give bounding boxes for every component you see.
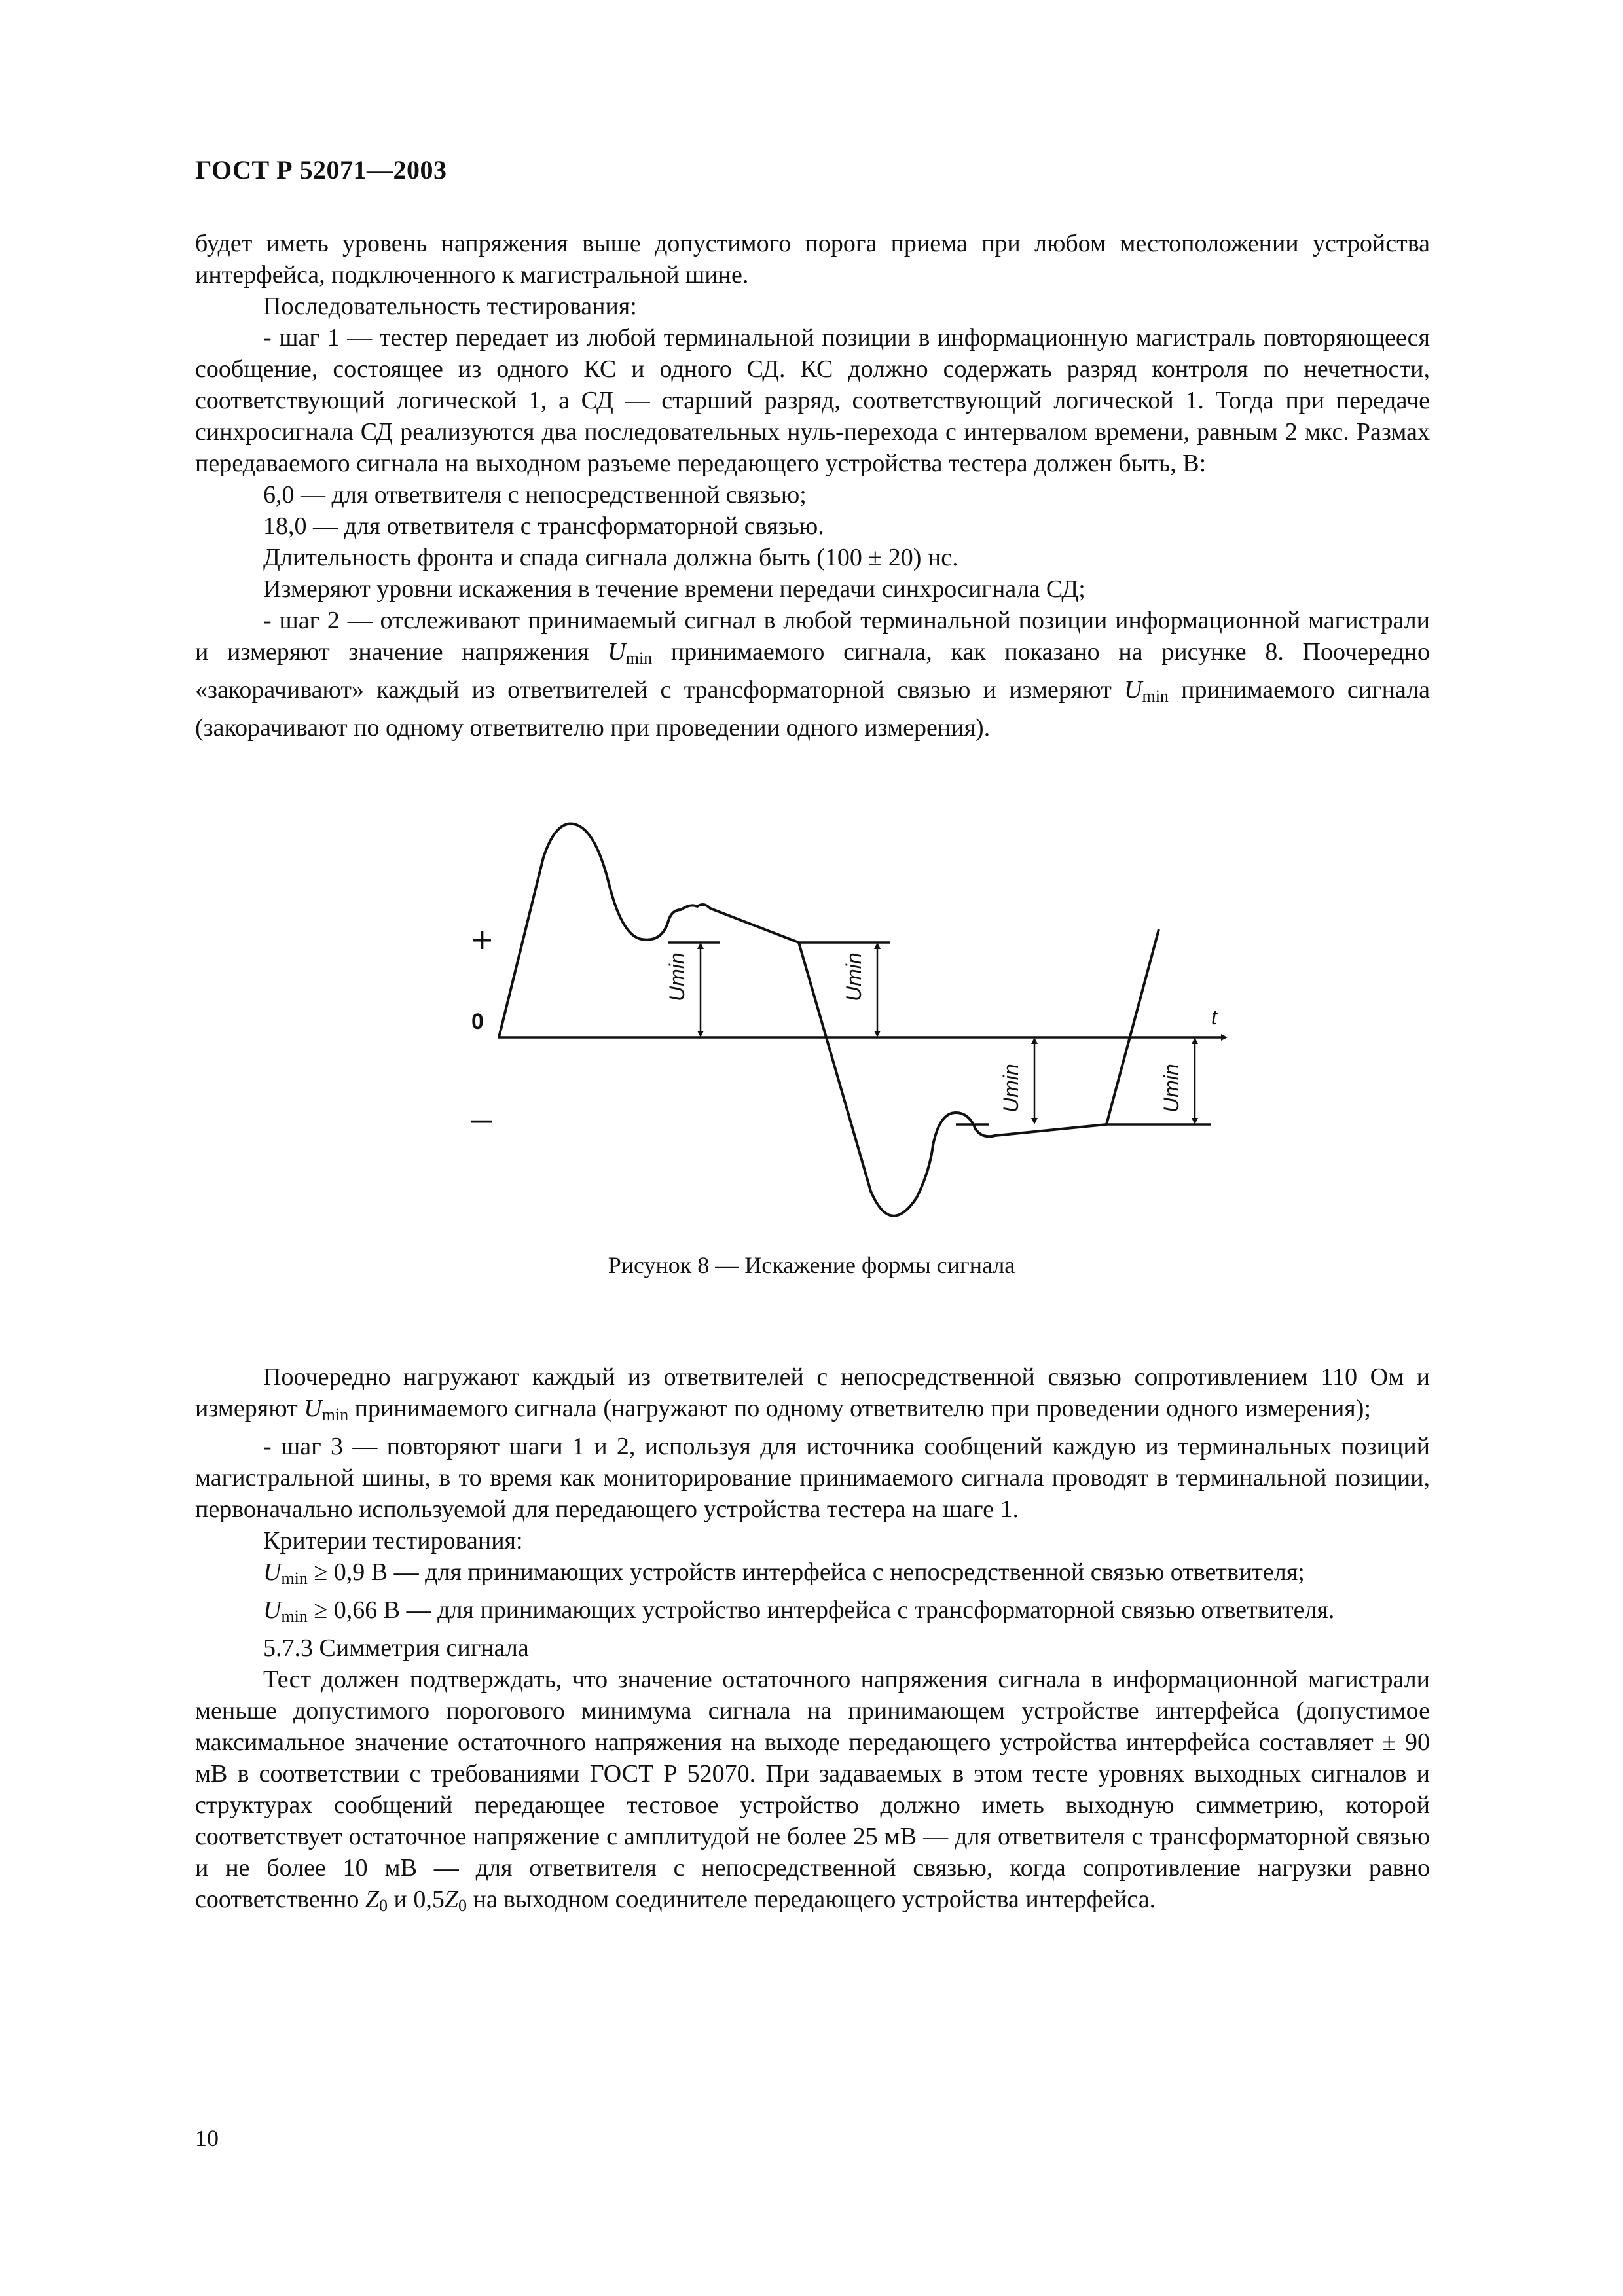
umin-symbol: U <box>304 1395 322 1422</box>
umin-symbol: U <box>263 1596 282 1624</box>
umin-label-2: Umin <box>842 952 866 1001</box>
umin-symbol: U <box>263 1558 282 1586</box>
step-3: - шаг 3 — повторяют шаги 1 и 2, используя для источника сообщений каждую из терминальных позиций магистральной шины, в то время как мониторирование принимаемого сигнала проводят в терминальной позиции, первоначально используемой для передающего устройства тестера на шаге 1. <box>195 1433 1430 1523</box>
step-2: - шаг 2 — отслеживают принимаемый сигнал в любой терминальной позиции информационной магистрали и измеряют значение напряжения $U_{min}$ принимаемого сигнала, как показано на рисунке 8. Поочередно «закорачивают» каждый из ответвителей с трансформаторной связью и измеряют $U_{min}$ принимаемого сигнала (закорачивают по одному ответвителю при проведении одного измерения). <box>195 607 1431 742</box>
page-number: 10 <box>195 2125 219 2151</box>
signal-distortion-figure <box>445 805 1270 1237</box>
signal-waveform-diagram <box>445 805 1270 1237</box>
criteria-title: Критерии тестирования: <box>263 1527 523 1554</box>
document-header: ГОСТ Р 52071—2003 <box>195 155 447 185</box>
section-heading: 5.7.3 Симметрия сигнала <box>263 1634 529 1662</box>
z-symbol: Z <box>444 1886 458 1913</box>
signal-waveform <box>499 824 1159 1216</box>
umin-label-4: Umin <box>1159 1064 1183 1113</box>
paragraph-continuation <box>195 228 1430 291</box>
umin-label-1: Umin <box>665 952 689 1001</box>
body-text-bottom <box>195 1361 1430 1922</box>
value-18v: 18,0 — для ответвителя с трансформаторной связью. <box>263 512 824 540</box>
front-duration: Длительность фронта и спада сигнала должна быть (100 ± 20) нс. <box>263 544 958 571</box>
plus-sign: + <box>471 919 493 960</box>
sequence-title: Последовательность тестирования: <box>263 293 637 320</box>
step-1: - шаг 1 — тестер передает из любой терминальной позиции в информационную магистраль повторяющееся сообщение, состоящее из одного КС и одного СД. КС должно содержать разряд контроля по нечетности, соответствующий логической 1, а СД — старший разряд, соответствующий логической 1. Тогда при передаче синхросигнала СД реализуются два последовательных нуль-перехода с интервалом времени, равным 2 мкс. Размах передаваемого сигнала на выходном разъеме передающего устройства тестера должен быть, В: <box>195 324 1430 477</box>
load-paragraph: Поочередно нагружают каждый из ответвителей с непосредственной связью сопротивлением 110 Ом и измеряют $U_{min}$ принимаемого сигнала (нагружают по одному ответвителю при проведении одного измерения); <box>195 1363 1430 1424</box>
criterion-1: $U_{min} \ge 0,9$ В — для принимающих устройств интерфейса с непосредственной связью ответвителя; <box>263 1558 1305 1588</box>
symmetry-paragraph: Тест должен подтверждать, что значение остаточного напряжения сигнала в информационной магистрали меньше допустимого порогового минимума сигнала на принимающем устройстве интерфейса (допустимое максимальное значение остаточного напряжения на выходе передающего устройства интерфейса составляет ± 90 мВ в соответствии с требованиями ГОСТ Р 52070. При задаваемых в этом тесте уровнях выходных сигналов и структурах сообщений передающее тестовое устройство должно иметь выходную симметрию, которой соответствует остаточное напряжение с амплитудой не более 25 мВ — для ответвителя с трансформаторной связью и не более 10 мВ — для ответвителя с непосредственной связью, когда сопротивление нагрузки равно соответственно $Z_0$ и $0,5Z_0$ на выходном соединителе передающего устройства интерфейса. <box>195 1666 1430 1915</box>
measure-distortion: Измеряют уровни искажения в течение времени передачи синхросигнала СД; <box>263 575 1085 603</box>
value-6v: 6,0 — для ответвителя с непосредственной связью; <box>263 481 807 509</box>
paragraph-line: будет иметь уровень напряжения выше допустимого порога приема при любом местоположении <box>195 230 1299 257</box>
umin-symbol: U <box>1124 676 1142 704</box>
z-symbol: Z <box>365 1886 379 1913</box>
time-label: t <box>1211 1005 1217 1029</box>
umin-symbol: U <box>608 638 626 666</box>
paragraph-line: устройства интерфейса, подключенного к магистральной шине. <box>195 230 1431 289</box>
zero-label: 0 <box>471 1009 484 1034</box>
body-text-top <box>195 228 1430 744</box>
minus-sign: – <box>471 1098 492 1139</box>
figure-caption: Рисунок 8 — Искажение формы сигнала <box>608 1252 1015 1278</box>
criterion-2: $U_{min} \ge 0,66$ В — для принимающих устройство интерфейса с трансформаторной связью ответвителя. <box>263 1596 1335 1626</box>
umin-label-3: Umin <box>999 1064 1023 1113</box>
